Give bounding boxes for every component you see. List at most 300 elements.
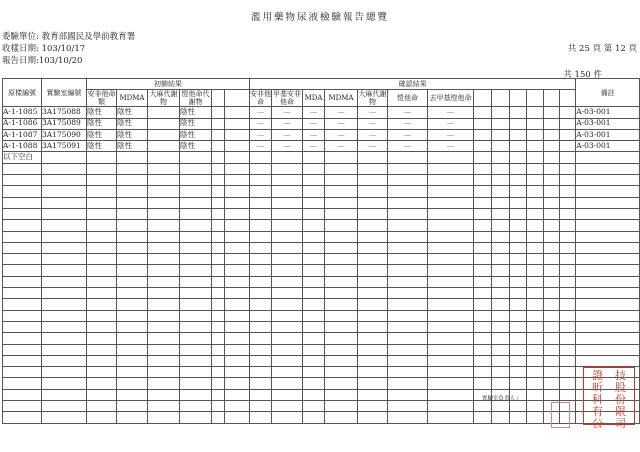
empty-cell — [474, 152, 492, 163]
seal-char: 技 — [615, 369, 626, 382]
empty-cell — [510, 152, 527, 163]
empty-cell — [492, 163, 510, 174]
sample-id-cell: A-1-1086 — [3, 118, 42, 129]
empty-cell — [544, 242, 560, 253]
empty-cell — [544, 254, 560, 265]
table-row — [3, 299, 640, 310]
empty-cell — [250, 231, 272, 242]
empty-cell — [388, 152, 428, 163]
empty-cell — [510, 231, 527, 242]
empty-cell — [325, 242, 358, 253]
empty-cell — [42, 265, 87, 276]
empty-cell — [180, 321, 212, 332]
empty-cell — [527, 254, 544, 265]
empty-cell — [250, 378, 272, 389]
empty-cell — [250, 412, 272, 423]
empty-cell — [212, 355, 225, 366]
empty-cell — [428, 152, 474, 163]
empty-cell — [492, 152, 510, 163]
empty-cell — [492, 254, 510, 265]
empty-cell — [180, 242, 212, 253]
empty-cell — [212, 276, 225, 287]
empty-cell — [180, 276, 212, 287]
empty-cell — [527, 333, 544, 344]
empty-cell — [428, 321, 474, 332]
empty-cell — [527, 152, 544, 163]
empty-cell — [117, 152, 148, 163]
empty-cell — [225, 367, 250, 378]
empty-cell — [117, 175, 148, 186]
empty-cell — [388, 378, 428, 389]
empty-cell — [148, 163, 180, 174]
empty-cell — [250, 186, 272, 197]
empty-cell — [87, 378, 117, 389]
empty-cell — [212, 107, 225, 118]
empty-cell — [87, 412, 117, 423]
empty-cell — [544, 367, 560, 378]
empty-cell — [225, 412, 250, 423]
empty-cell — [428, 208, 474, 219]
empty-cell — [303, 355, 325, 366]
empty-cell — [358, 254, 388, 265]
confirm-cell: — — [428, 118, 474, 129]
table-row — [3, 152, 640, 163]
empty-cell — [474, 355, 492, 366]
empty-cell — [576, 152, 640, 163]
thc-screen-cell — [148, 141, 180, 152]
empty-cell — [117, 276, 148, 287]
empty-cell — [527, 175, 544, 186]
empty-cell — [87, 231, 117, 242]
empty-cell — [42, 163, 87, 174]
empty-cell — [3, 220, 42, 231]
empty-cell — [388, 355, 428, 366]
remark-cell: A-03-001 — [576, 141, 640, 152]
empty-cell — [212, 152, 225, 163]
empty-cell — [180, 231, 212, 242]
ketamine-screen-cell: 陰性 — [180, 118, 212, 129]
empty-cell — [303, 254, 325, 265]
empty-cell — [527, 197, 544, 208]
empty-cell — [42, 333, 87, 344]
empty-cell — [510, 276, 527, 287]
empty-cell — [358, 321, 388, 332]
empty-cell — [117, 231, 148, 242]
empty-cell — [492, 310, 510, 321]
empty-cell — [212, 367, 225, 378]
total-count: 共 150 件 — [563, 70, 602, 80]
empty-cell — [87, 208, 117, 219]
table-row — [3, 288, 640, 299]
empty-cell — [510, 401, 527, 412]
page-counter: 共 25 頁 第 12 頁 — [567, 44, 637, 54]
empty-cell — [358, 333, 388, 344]
empty-cell — [510, 288, 527, 299]
empty-cell — [325, 265, 358, 276]
empty-cell — [117, 401, 148, 412]
empty-cell — [388, 220, 428, 231]
table-row — [3, 310, 640, 321]
table-row — [3, 107, 640, 118]
confirm-cell: — — [428, 129, 474, 140]
empty-cell — [492, 276, 510, 287]
empty-cell — [560, 389, 576, 400]
empty-cell — [303, 321, 325, 332]
empty-cell — [250, 333, 272, 344]
empty-cell — [474, 186, 492, 197]
empty-cell — [212, 220, 225, 231]
empty-cell — [510, 333, 527, 344]
empty-cell — [492, 175, 510, 186]
empty-cell — [474, 310, 492, 321]
empty-cell — [225, 254, 250, 265]
col-confirm-spare — [560, 90, 576, 107]
table-row — [3, 378, 640, 389]
empty-cell — [576, 186, 640, 197]
empty-cell — [492, 107, 510, 118]
empty-cell — [544, 186, 560, 197]
empty-cell — [87, 152, 117, 163]
confirm-cell: — — [428, 107, 474, 118]
empty-cell — [3, 412, 42, 423]
empty-cell — [474, 118, 492, 129]
empty-cell — [303, 378, 325, 389]
seal-char: 有 — [592, 405, 603, 418]
empty-cell — [117, 412, 148, 423]
mdma-screen-cell: 陰性 — [117, 107, 148, 118]
empty-cell — [527, 389, 544, 400]
empty-cell — [225, 344, 250, 355]
empty-cell — [3, 208, 42, 219]
empty-cell — [560, 197, 576, 208]
confirm-cell: — — [272, 107, 303, 118]
empty-cell — [358, 401, 388, 412]
empty-cell — [325, 254, 358, 265]
empty-cell — [272, 163, 303, 174]
confirm-cell: — — [325, 107, 358, 118]
empty-cell — [148, 276, 180, 287]
empty-cell — [576, 242, 640, 253]
empty-cell — [250, 299, 272, 310]
empty-cell — [492, 242, 510, 253]
table-row — [3, 333, 640, 344]
empty-cell — [87, 220, 117, 231]
empty-cell — [388, 412, 428, 423]
empty-cell — [358, 197, 388, 208]
empty-cell — [225, 231, 250, 242]
empty-cell — [272, 344, 303, 355]
empty-cell — [576, 163, 640, 174]
empty-cell — [560, 208, 576, 219]
empty-cell — [527, 129, 544, 140]
lab-id-cell: 3A175090 — [42, 129, 87, 140]
empty-cell — [250, 220, 272, 231]
empty-cell — [325, 333, 358, 344]
empty-cell — [492, 220, 510, 231]
empty-cell — [544, 152, 560, 163]
amph-screen-cell: 陰性 — [87, 118, 117, 129]
empty-cell — [3, 310, 42, 321]
empty-cell — [510, 163, 527, 174]
empty-cell — [180, 412, 212, 423]
empty-cell — [225, 242, 250, 253]
empty-cell — [510, 186, 527, 197]
table-row — [3, 197, 640, 208]
remark-cell: A-03-001 — [576, 129, 640, 140]
empty-cell — [576, 321, 640, 332]
empty-cell — [303, 401, 325, 412]
empty-cell — [42, 152, 87, 163]
empty-cell — [544, 321, 560, 332]
empty-cell — [148, 299, 180, 310]
confirm-cell: — — [325, 118, 358, 129]
seal-char: 證 — [592, 369, 603, 382]
empty-cell — [250, 276, 272, 287]
empty-cell — [527, 378, 544, 389]
empty-cell — [148, 254, 180, 265]
table-row — [3, 389, 640, 400]
col-lab-id: 實驗室編號 — [42, 79, 87, 107]
empty-cell — [272, 152, 303, 163]
empty-cell — [87, 401, 117, 412]
empty-cell — [325, 299, 358, 310]
empty-cell — [325, 401, 358, 412]
empty-cell — [250, 208, 272, 219]
empty-cell — [250, 355, 272, 366]
thc-screen-cell — [148, 129, 180, 140]
confirm-cell: — — [388, 107, 428, 118]
empty-cell — [560, 129, 576, 140]
empty-cell — [474, 276, 492, 287]
empty-cell — [358, 276, 388, 287]
empty-cell — [250, 389, 272, 400]
empty-cell — [560, 152, 576, 163]
empty-cell — [303, 333, 325, 344]
empty-cell — [212, 208, 225, 219]
empty-cell — [87, 242, 117, 253]
empty-cell — [510, 367, 527, 378]
empty-cell — [180, 197, 212, 208]
empty-cell — [42, 242, 87, 253]
empty-cell — [560, 163, 576, 174]
empty-cell — [492, 333, 510, 344]
empty-cell — [225, 152, 250, 163]
empty-cell — [576, 254, 640, 265]
empty-cell — [303, 389, 325, 400]
empty-cell — [225, 220, 250, 231]
table-row — [3, 276, 640, 287]
empty-cell — [225, 310, 250, 321]
empty-cell — [117, 265, 148, 276]
empty-cell — [560, 367, 576, 378]
empty-cell — [180, 152, 212, 163]
empty-cell — [474, 141, 492, 152]
empty-cell — [180, 367, 212, 378]
empty-cell — [180, 389, 212, 400]
empty-cell — [527, 118, 544, 129]
empty-cell — [117, 186, 148, 197]
empty-cell — [560, 265, 576, 276]
empty-cell — [42, 175, 87, 186]
empty-cell — [510, 344, 527, 355]
empty-cell — [180, 254, 212, 265]
empty-cell — [492, 265, 510, 276]
table-row — [3, 163, 640, 174]
empty-cell — [250, 163, 272, 174]
empty-cell — [272, 276, 303, 287]
empty-cell — [492, 186, 510, 197]
col-confirm-group: 確認結果 — [250, 79, 576, 90]
empty-cell — [474, 288, 492, 299]
empty-cell — [225, 129, 250, 140]
empty-cell — [576, 344, 640, 355]
empty-cell — [474, 367, 492, 378]
table-row — [3, 321, 640, 332]
empty-cell — [212, 118, 225, 129]
empty-cell — [272, 197, 303, 208]
empty-cell — [388, 344, 428, 355]
empty-cell — [87, 197, 117, 208]
empty-cell — [148, 412, 180, 423]
empty-cell — [358, 378, 388, 389]
table-row — [3, 141, 640, 152]
empty-cell — [325, 412, 358, 423]
empty-cell — [87, 355, 117, 366]
empty-cell — [148, 401, 180, 412]
empty-cell — [3, 265, 42, 276]
empty-cell — [474, 401, 492, 412]
empty-cell — [180, 163, 212, 174]
empty-cell — [388, 254, 428, 265]
empty-cell — [560, 355, 576, 366]
empty-cell — [358, 344, 388, 355]
empty-cell — [510, 175, 527, 186]
empty-cell — [527, 401, 544, 412]
mdma-screen-cell: 陰性 — [117, 141, 148, 152]
empty-cell — [576, 355, 640, 366]
empty-cell — [250, 321, 272, 332]
empty-cell — [272, 321, 303, 332]
empty-cell — [428, 242, 474, 253]
empty-cell — [358, 389, 388, 400]
empty-cell — [358, 242, 388, 253]
empty-cell — [325, 389, 358, 400]
sample-id-cell: A-1-1085 — [3, 107, 42, 118]
empty-cell — [544, 163, 560, 174]
empty-cell — [3, 355, 42, 366]
col-confirm-4: 大麻代謝物 — [358, 90, 387, 107]
table-row — [3, 208, 640, 219]
empty-cell — [117, 344, 148, 355]
empty-cell — [474, 378, 492, 389]
empty-cell — [250, 175, 272, 186]
header-row-sub — [3, 90, 640, 107]
empty-cell — [180, 220, 212, 231]
empty-cell — [576, 231, 640, 242]
empty-cell — [492, 355, 510, 366]
empty-cell — [212, 163, 225, 174]
empty-cell — [560, 175, 576, 186]
col-screening-spare — [212, 90, 225, 107]
empty-cell — [510, 107, 527, 118]
empty-cell — [303, 288, 325, 299]
empty-cell — [225, 141, 250, 152]
table-row — [3, 231, 640, 242]
empty-cell — [42, 288, 87, 299]
empty-cell — [492, 299, 510, 310]
empty-cell — [42, 220, 87, 231]
empty-cell — [87, 276, 117, 287]
empty-cell — [388, 367, 428, 378]
table-row — [3, 367, 640, 378]
empty-cell — [148, 220, 180, 231]
empty-cell — [42, 367, 87, 378]
empty-cell — [474, 163, 492, 174]
empty-cell — [225, 321, 250, 332]
empty-cell — [510, 299, 527, 310]
empty-cell — [428, 231, 474, 242]
empty-cell — [212, 401, 225, 412]
empty-cell — [212, 344, 225, 355]
empty-cell — [358, 299, 388, 310]
empty-cell — [510, 265, 527, 276]
empty-cell — [212, 321, 225, 332]
empty-cell — [388, 321, 428, 332]
empty-cell — [180, 310, 212, 321]
empty-cell — [474, 412, 492, 423]
empty-cell — [527, 186, 544, 197]
empty-cell — [428, 389, 474, 400]
empty-cell — [87, 310, 117, 321]
empty-cell — [527, 299, 544, 310]
empty-cell — [148, 288, 180, 299]
empty-cell — [492, 401, 510, 412]
empty-cell — [42, 355, 87, 366]
empty-cell — [225, 186, 250, 197]
empty-cell — [492, 367, 510, 378]
empty-cell — [358, 220, 388, 231]
empty-cell — [3, 186, 42, 197]
empty-cell — [148, 242, 180, 253]
confirm-cell: — — [428, 141, 474, 152]
table-row — [3, 220, 640, 231]
empty-cell — [428, 310, 474, 321]
col-confirm-spare — [474, 90, 492, 107]
table-row — [3, 186, 640, 197]
col-confirm-3: MDMA — [325, 90, 358, 107]
confirm-cell: — — [325, 141, 358, 152]
empty-cell — [148, 344, 180, 355]
empty-cell — [148, 265, 180, 276]
col-screening-group: 初篩結果 — [87, 79, 250, 90]
blank-note: 以下空白 — [3, 152, 42, 163]
empty-cell — [272, 242, 303, 253]
empty-cell — [510, 208, 527, 219]
empty-cell — [3, 333, 42, 344]
empty-cell — [358, 412, 388, 423]
empty-cell — [492, 321, 510, 332]
empty-cell — [527, 231, 544, 242]
confirm-cell: — — [358, 129, 388, 140]
empty-cell — [474, 333, 492, 344]
lab-id-cell: 3A175089 — [42, 118, 87, 129]
received-date: 收樣日期: 103/10/17 — [2, 44, 86, 54]
empty-cell — [544, 310, 560, 321]
empty-cell — [250, 152, 272, 163]
empty-cell — [272, 231, 303, 242]
empty-cell — [474, 175, 492, 186]
col-remark: 備註 — [576, 79, 640, 107]
